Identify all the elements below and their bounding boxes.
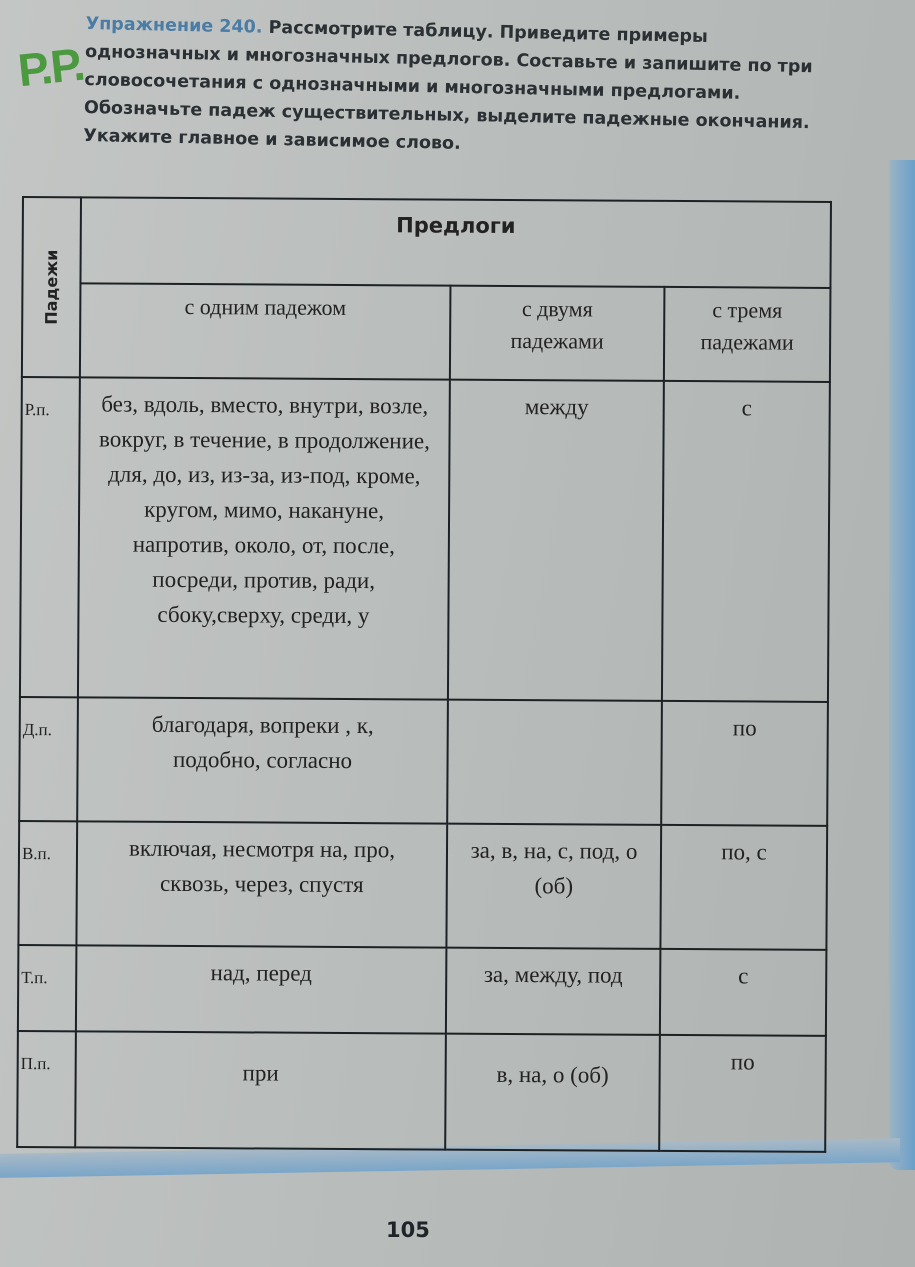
prepositions-header: Предлоги [80, 197, 831, 288]
table-row [20, 377, 830, 702]
one-case-prepositions: благодаря, вопреки , к, подобно, согласно [77, 697, 448, 823]
case-label: В.п. [18, 821, 77, 945]
case-label: Д.п. [19, 697, 78, 821]
exercise-instructions [83, 10, 826, 165]
case-label: Т.п. [18, 945, 77, 1031]
exercise-number: Упражнение 240. [85, 13, 263, 38]
three-case-prepositions: по, с [660, 825, 827, 950]
page-edge-decoration [889, 160, 915, 1170]
case-label: Р.п. [20, 377, 80, 697]
case-label: П.п. [17, 1031, 76, 1147]
speech-development-badge: Р.Р. [15, 37, 86, 97]
column-header-two-cases: с двумя падежами [450, 286, 665, 381]
two-case-prepositions: в, на, о (об) [445, 1034, 660, 1151]
one-case-prepositions: над, перед [76, 945, 447, 1033]
exercise-text: Рассмотрите таблицу. Приведите примеры однозначных и многозначных предлогов. Составьте и запишите по три словосочетания с однозначными и многозначными предлогами. Обозначьте падеж существительных, выделите падежные окончания. Укажите главное и зависимое слово. [83, 17, 813, 154]
page-number: 105 [386, 1218, 430, 1242]
two-case-prepositions: между [448, 380, 664, 701]
one-case-prepositions: при [75, 1031, 446, 1149]
two-case-prepositions [447, 700, 662, 825]
table-row [18, 945, 827, 1036]
one-case-prepositions: без, вдоль, вместо, внутри, возле, вокруг, в течение, в продолжение, для, до, из, из-за, из-под, кроме, кругом, мимо, накануне, напротив, около, от, после, посреди, против, ради, сбоку,сверху, среди, у [78, 377, 450, 699]
column-header-three-cases: с тремя падежами [664, 287, 831, 382]
two-case-prepositions: за, в, на, с, под, о (об) [446, 824, 661, 949]
three-case-prepositions: с [662, 381, 830, 702]
three-case-prepositions: по [659, 1035, 826, 1152]
two-case-prepositions: за, между, под [446, 948, 661, 1035]
three-case-prepositions: с [660, 949, 827, 1036]
case-column-header: Падежи [22, 197, 81, 377]
column-header-one-case: с одним падежом [80, 283, 451, 379]
table-row [18, 821, 827, 950]
table-row [17, 1031, 826, 1152]
three-case-prepositions: по [661, 701, 828, 826]
prepositions-table [16, 196, 832, 1153]
prepositions-table-wrapper [16, 196, 830, 1151]
table-row [19, 697, 828, 826]
one-case-prepositions: включая, несмотря на, про, сквозь, через, спустя [76, 821, 447, 947]
